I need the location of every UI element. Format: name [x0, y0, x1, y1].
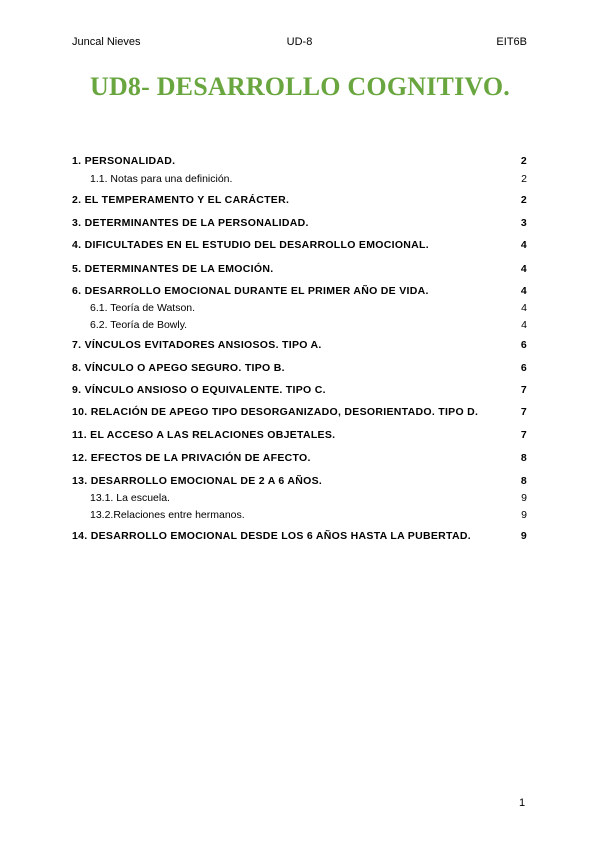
document-title: UD8- DESARROLLO COGNITIVO. — [89, 72, 510, 101]
toc-entry-page: 6 — [520, 339, 527, 351]
toc-entry-page: 7 — [520, 406, 527, 418]
toc-entry-page: 4 — [520, 239, 527, 251]
toc-entry-page: 8 — [520, 475, 527, 487]
toc-entry[interactable] — [72, 194, 527, 212]
toc-entry-page: 7 — [520, 429, 527, 441]
toc-entry-label: 8. VÍNCULO O APEGO SEGURO. TIPO B. — [72, 362, 285, 374]
toc-entry-page: 9 — [521, 509, 527, 521]
toc-entry-label: 9. VÍNCULO ANSIOSO O EQUIVALENTE. TIPO C. — [72, 384, 326, 396]
toc-entry-label: 2. EL TEMPERAMENTO Y EL CARÁCTER. — [72, 194, 290, 206]
toc-entry[interactable] — [72, 384, 527, 402]
toc-subentry[interactable] — [72, 319, 527, 337]
toc-entry-page: 9 — [521, 492, 527, 504]
toc-subentry[interactable] — [72, 509, 527, 527]
header-author: Juncal Nieves — [72, 36, 141, 48]
toc-entry[interactable] — [72, 285, 527, 303]
toc-entry[interactable] — [72, 452, 527, 470]
toc-entry-page: 6 — [520, 362, 527, 374]
toc-entry-label: 14. DESARROLLO EMOCIONAL DESDE LOS 6 AÑOS HASTA LA PUBERTAD. — [72, 530, 471, 542]
toc-entry-label: 5. DETERMINANTES DE LA EMOCIÓN. — [72, 263, 274, 275]
toc-entry-label: 3. DETERMINANTES DE LA PERSONALIDAD. — [72, 217, 309, 229]
toc-entry-page: 4 — [521, 302, 527, 314]
toc-entry-label: 6. DESARROLLO EMOCIONAL DURANTE EL PRIMER AÑO DE VIDA. — [72, 285, 429, 297]
toc-entry[interactable] — [72, 263, 527, 281]
header-unit: UD-8 — [286, 36, 313, 48]
toc-entry-page: 4 — [520, 263, 527, 275]
page-header — [72, 36, 527, 50]
toc-entry-label: 13. DESARROLLO EMOCIONAL DE 2 A 6 AÑOS. — [72, 475, 323, 487]
toc-entry-page: 4 — [521, 319, 527, 331]
toc-entry-page: 9 — [520, 530, 527, 542]
toc-entry-label: 10. RELACIÓN DE APEGO TIPO DESORGANIZADO, DESORIENTADO. TIPO D. — [72, 406, 479, 418]
toc-entry-page: 3 — [520, 217, 527, 229]
toc-entry-page: 8 — [520, 452, 527, 464]
toc-entry-page: 7 — [520, 384, 527, 396]
toc-entry-page: 2 — [520, 155, 527, 167]
toc-entry[interactable] — [72, 155, 527, 173]
toc-entry-label: 1. PERSONALIDAD. — [72, 155, 176, 167]
toc-subentry[interactable] — [72, 173, 527, 191]
toc-entry[interactable] — [72, 339, 527, 357]
toc-entry[interactable] — [72, 217, 527, 235]
toc-entry[interactable] — [72, 475, 527, 493]
toc-entry-label: 7. VÍNCULOS EVITADORES ANSIOSOS. TIPO A. — [72, 339, 322, 351]
page-number: 1 — [519, 797, 526, 809]
header-group: EIT6B — [496, 36, 527, 48]
toc-entry-label: 11. EL ACCESO A LAS RELACIONES OBJETALES. — [72, 429, 336, 441]
toc-entry-label: 12. EFECTOS DE LA PRIVACIÓN DE AFECTO. — [72, 452, 311, 464]
toc-subentry[interactable] — [72, 302, 527, 320]
toc-entry-label: 6.1. Teoría de Watson. — [90, 302, 196, 314]
toc-entry-label: 4. DIFICULTADES EN EL ESTUDIO DEL DESARROLLO EMOCIONAL. — [72, 239, 429, 251]
toc-entry[interactable] — [72, 429, 527, 447]
toc-entry[interactable] — [72, 530, 527, 548]
toc-subentry[interactable] — [72, 492, 527, 510]
toc-entry-page: 2 — [520, 194, 527, 206]
toc-entry-label: 13.2.Relaciones entre hermanos. — [90, 509, 245, 521]
toc-entry-page: 2 — [521, 173, 527, 185]
toc-entry-label: 1.1. Notas para una definición. — [90, 173, 233, 185]
toc-entry[interactable] — [72, 239, 527, 257]
toc-entry[interactable] — [72, 406, 527, 424]
toc-entry-label: 13.1. La escuela. — [90, 492, 170, 504]
toc-entry-label: 6.2. Teoría de Bowly. — [90, 319, 188, 331]
toc-entry[interactable] — [72, 362, 527, 380]
toc-entry-page: 4 — [520, 285, 527, 297]
